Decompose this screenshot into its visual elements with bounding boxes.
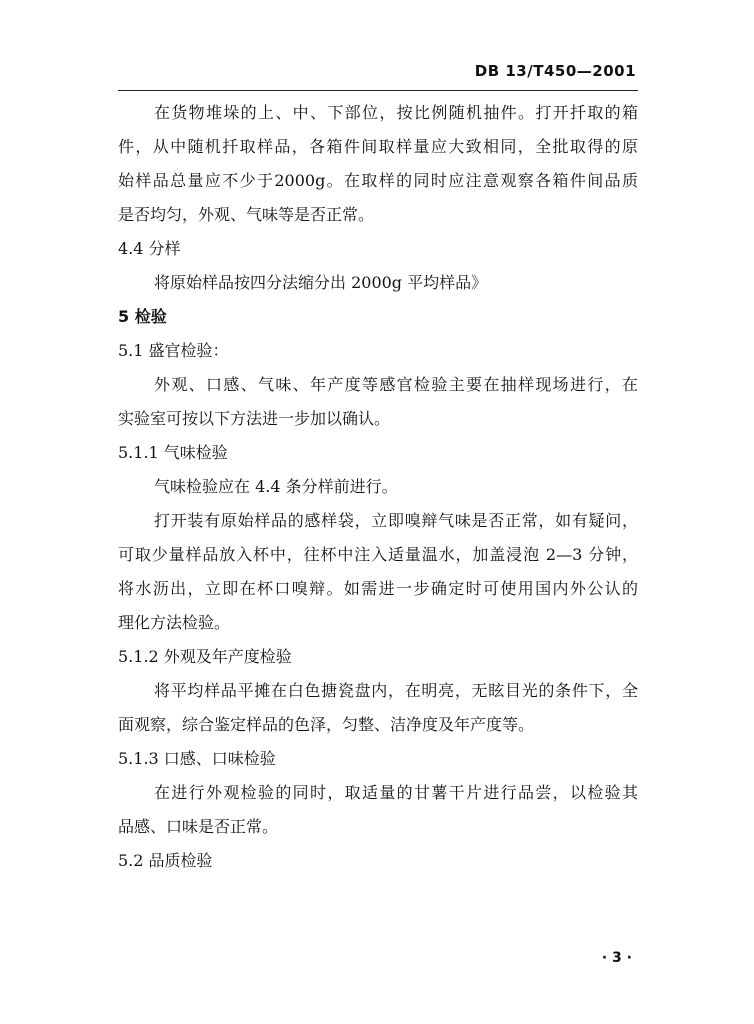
paragraph-line: 外观、口感、气味、年产度等感官检验主要在抽样现场进行，在 (154, 375, 638, 394)
section-heading-5-1-2: 5.1.2 外观及年产度检验 (118, 647, 292, 666)
section-heading-5: 5 检验 (118, 307, 167, 326)
paragraph-line: 实验室可按以下方法进一步加以确认。 (118, 409, 391, 428)
paragraph-line: 可取少量样品放入杯中，往杯中注入适量温水，加盖浸泡 2—3 分钟， (118, 545, 638, 564)
paragraph-line: 理化方法检验。 (118, 613, 231, 632)
paragraph-line: 将原始样品按四分法缩分出 2000g 平均样品》 (154, 273, 488, 292)
section-heading-5-2: 5.2 品质检验 (118, 851, 213, 870)
header-rule (118, 90, 638, 91)
paragraph-line: 将水沥出，立即在杯口嗅辩。如需进一步确定时可使用国内外公认的 (118, 579, 638, 598)
section-heading-4-4: 4.4 分样 (118, 239, 181, 258)
paragraph-line: 将平均样品平摊在白色搪瓷盘内，在明亮，无眩目光的条件下，全 (154, 681, 638, 700)
paragraph-line: 面观察，综合鉴定样品的色泽，匀整、洁净度及年产度等。 (118, 715, 535, 734)
paragraph-line: 在货物堆垛的上、中、下部位，按比例随机抽件。打开扦取的箱 (154, 103, 638, 122)
paragraph-line: 是否均匀，外观、气味等是否正常。 (118, 205, 375, 224)
paragraph-line: 打开装有原始样品的感样袋，立即嗅辩气味是否正常，如有疑问， (154, 511, 638, 530)
section-heading-5-1-1: 5.1.1 气味检验 (118, 443, 228, 462)
standard-number: DB 13/T450—2001 (474, 62, 636, 80)
section-heading-5-1-3: 5.1.3 口感、口味检验 (118, 749, 276, 768)
paragraph-line: 件，从中随机扦取样品，各箱件间取样量应大致相同，全批取得的原 (118, 137, 638, 156)
paragraph-line: 品感、口味是否正常。 (118, 817, 279, 836)
paragraph-line: 始样品总量应不少于2000g。在取样的同时应注意观察各箱件间品质 (118, 171, 638, 190)
paragraph-line: 在进行外观检验的同时，取适量的甘薯干片进行品尝，以检验其 (154, 783, 638, 802)
section-heading-5-1: 5.1 盛官检验： (118, 341, 229, 360)
page-number: · 3 · (601, 950, 632, 966)
body-text (118, 96, 638, 878)
paragraph-line: 气味检验应在 4.4 条分样前进行。 (154, 477, 398, 496)
